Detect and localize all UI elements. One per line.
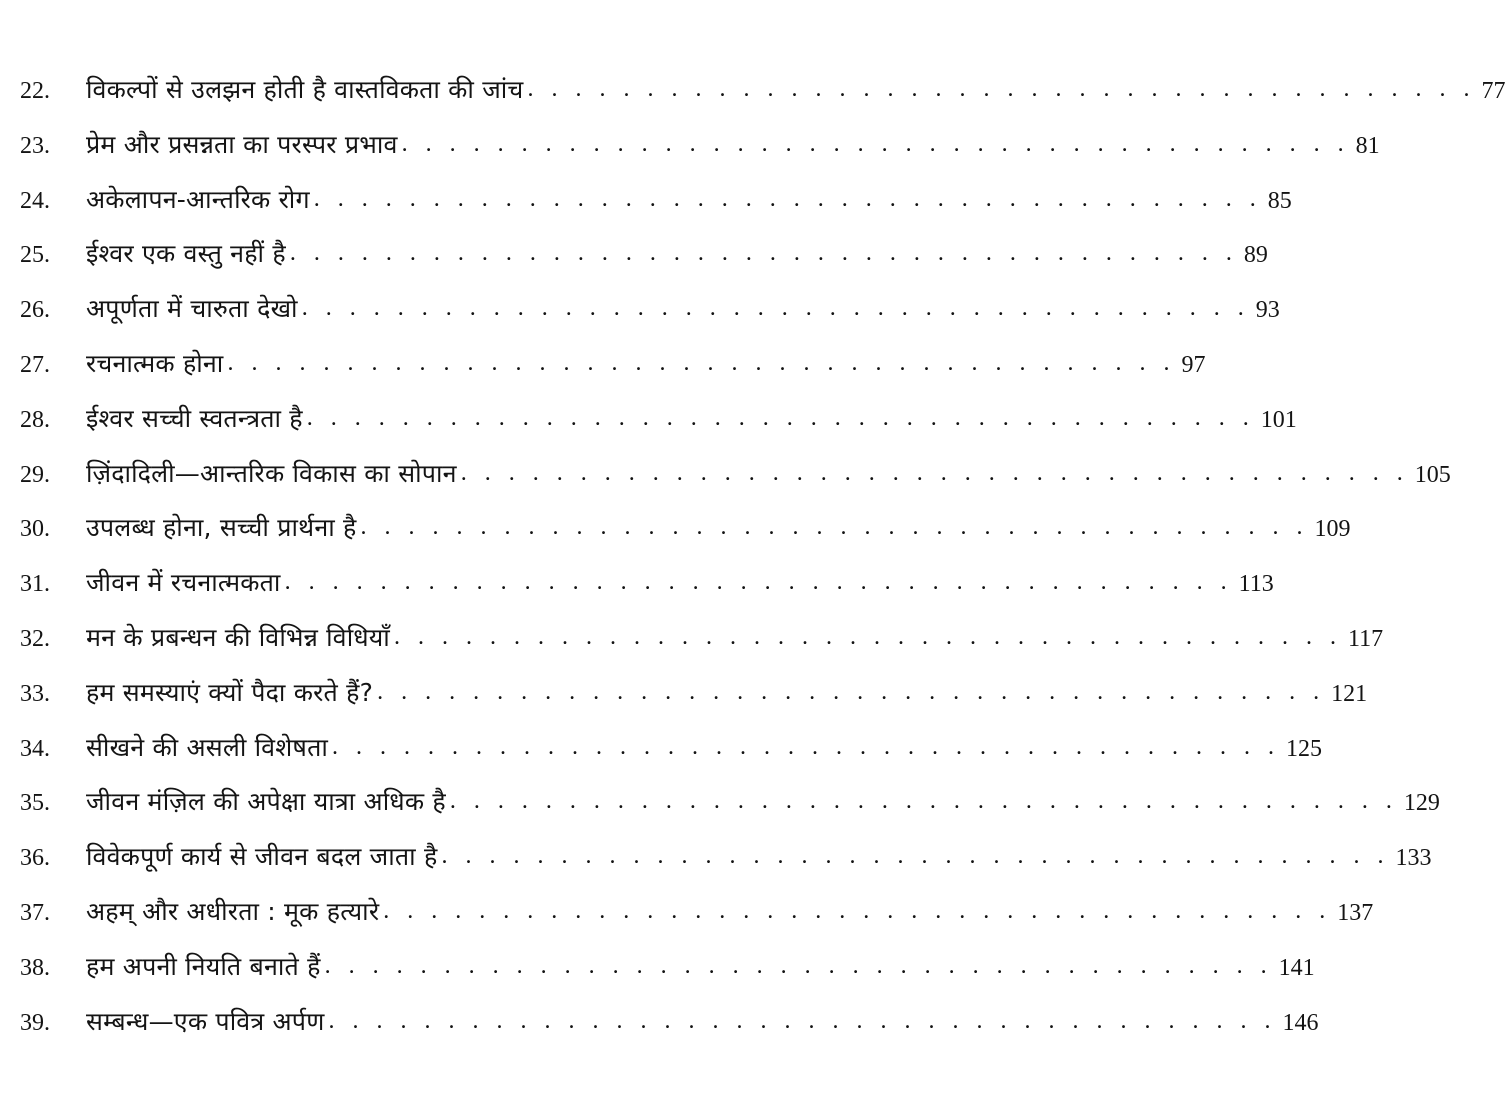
dot-leader: . . . . . . . . . . . . . . . . . . . . . . . . . . . . . . . . . . . . . . . . [332, 733, 1280, 760]
entry-number: 30. [20, 516, 50, 543]
entry-title: ईश्वर सच्ची स्वतन्त्रता है [86, 403, 303, 433]
entry-number: 35. [20, 790, 50, 817]
dot-leader: . . . . . . . . . . . . . . . . . . . . . . . . . . . . . . . . . . . . . . . . [441, 843, 1390, 870]
entry-number: 38. [20, 954, 50, 981]
entry-page-number: 129 [1403, 790, 1440, 817]
entry-page-number: 137 [1337, 899, 1374, 926]
toc-entry [20, 72, 1506, 127]
toc-entry [20, 1004, 1319, 1059]
entry-page-number: 89 [1243, 242, 1268, 269]
toc-entry [20, 620, 1384, 675]
entry-title: हम समस्याएं क्यों पैदा करते हैं? [86, 677, 374, 707]
entry-title: ज़िंदादिली—आन्तरिक विकास का सोपान [86, 458, 457, 488]
dot-leader: . . . . . . . . . . . . . . . . . . . . . . . . . . . . . . . . . . . . . . . . [449, 788, 1398, 815]
entry-page-number: 101 [1260, 406, 1297, 433]
entry-title: अहम् और अधीरता : मूक हत्यारे [86, 896, 380, 926]
entry-number: 29. [20, 461, 50, 488]
dot-leader: . . . . . . . . . . . . . . . . . . . . . . . . . . . . . . . . . . . . . . . . [227, 349, 1176, 376]
entry-number: 34. [20, 735, 50, 762]
toc-entry [20, 182, 1292, 237]
toc-entry [20, 401, 1297, 456]
toc-entry [20, 784, 1440, 839]
entry-number: 37. [20, 899, 50, 926]
entry-page-number: 117 [1348, 625, 1384, 652]
entry-title: जीवन मंज़िल की अपेक्षा यात्रा अधिक है [86, 787, 446, 817]
table-of-contents [20, 72, 1506, 1058]
toc-entry [20, 236, 1268, 291]
dot-leader: . . . . . . . . . . . . . . . . . . . . . . . . . . . . . . . . . . . . . . . . [313, 185, 1262, 212]
entry-number: 31. [20, 571, 50, 598]
entry-page-number: 133 [1395, 845, 1432, 872]
toc-entry [20, 894, 1374, 949]
entry-number: 36. [20, 845, 50, 872]
dot-leader: . . . . . . . . . . . . . . . . . . . . . . . . . . . . . . . . . . . . . . . . [394, 623, 1342, 650]
toc-entry [20, 675, 1368, 730]
entry-page-number: 81 [1355, 132, 1380, 159]
entry-page-number: 97 [1181, 351, 1206, 378]
dot-leader: . . . . . . . . . . . . . . . . . . . . . . . . . . . . . . . . . . . . . . . . [377, 678, 1326, 705]
entry-title: रचनात्मक होना [86, 348, 224, 378]
dot-leader: . . . . . . . . . . . . . . . . . . . . . . . . . . . . . . . . . . . . . . . . [306, 404, 1255, 431]
dot-leader: . . . . . . . . . . . . . . . . . . . . . . . . . . . . . . . . . . . . . . . . [328, 1007, 1277, 1034]
entry-title: जीवन में रचनात्मकता [86, 568, 281, 598]
entry-page-number: 93 [1255, 297, 1280, 324]
entry-page-number: 109 [1314, 516, 1351, 543]
entry-title: अकेलापन-आन्तरिक रोग [86, 184, 310, 214]
dot-leader: . . . . . . . . . . . . . . . . . . . . . . . . . . . . . . . . . . . . . . . . [401, 130, 1350, 157]
dot-leader: . . . . . . . . . . . . . . . . . . . . . . . . . . . . . . . . . . . . . . . . [383, 897, 1332, 924]
toc-entry [20, 565, 1274, 620]
entry-number: 28. [20, 406, 50, 433]
toc-entry [20, 839, 1432, 894]
entry-number: 39. [20, 1009, 50, 1036]
entry-title: प्रेम और प्रसन्नता का परस्पर प्रभाव [86, 129, 398, 159]
entry-page-number: 77 [1481, 78, 1506, 104]
entry-title: विकल्पों से उलझन होती है वास्तविकता की जांच [86, 75, 524, 104]
entry-number: 22. [20, 78, 50, 104]
entry-page-number: 105 [1414, 461, 1451, 488]
entry-page-number: 141 [1278, 954, 1315, 981]
entry-page-number: 113 [1238, 571, 1274, 598]
toc-entry [20, 291, 1280, 346]
entry-number: 32. [20, 625, 50, 652]
dot-leader: . . . . . . . . . . . . . . . . . . . . . . . . . . . . . . . . . . . . . . . . [289, 240, 1238, 267]
toc-entry [20, 510, 1351, 565]
entry-page-number: 85 [1267, 187, 1292, 214]
entry-page-number: 125 [1286, 735, 1322, 762]
entry-number: 33. [20, 680, 50, 707]
toc-entry [20, 346, 1206, 401]
toc-entry [20, 730, 1322, 785]
entry-page-number: 146 [1282, 1009, 1319, 1036]
dot-leader: . . . . . . . . . . . . . . . . . . . . . . . . . . . . . . . . . . . . . . . . [284, 569, 1233, 596]
dot-leader: . . . . . . . . . . . . . . . . . . . . . . . . . . . . . . . . . . . . . . . . [324, 952, 1273, 979]
entry-title: सम्बन्ध—एक पवित्र अर्पण [86, 1006, 325, 1036]
entry-title: सीखने की असली विशेषता [86, 732, 328, 762]
dot-leader: . . . . . . . . . . . . . . . . . . . . . . . . . . . . . . . . . . . . . . . . [301, 295, 1250, 322]
toc-entry [20, 127, 1380, 182]
entry-title: मन के प्रबन्धन की विभिन्न विधियाँ [86, 622, 390, 652]
toc-entry [20, 949, 1315, 1004]
entry-title: ईश्वर एक वस्तु नहीं है [86, 239, 286, 269]
entry-number: 27. [20, 351, 50, 378]
dot-leader: . . . . . . . . . . . . . . . . . . . . . . . . . . . . . . . . . . . . . . . . [527, 76, 1476, 102]
entry-title: अपूर्णता में चारुता देखो [86, 294, 298, 324]
dot-leader: . . . . . . . . . . . . . . . . . . . . . . . . . . . . . . . . . . . . . . . . [360, 514, 1309, 541]
entry-title: उपलब्ध होना, सच्ची प्रार्थना है [86, 513, 357, 543]
entry-number: 25. [20, 242, 50, 269]
toc-entry [20, 456, 1451, 511]
entry-number: 24. [20, 187, 50, 214]
dot-leader: . . . . . . . . . . . . . . . . . . . . . . . . . . . . . . . . . . . . . . . . [460, 459, 1409, 486]
entry-page-number: 121 [1331, 680, 1368, 707]
entry-number: 23. [20, 132, 50, 159]
entry-title: हम अपनी नियति बनाते हैं [86, 951, 321, 981]
entry-number: 26. [20, 297, 50, 324]
entry-title: विवेकपूर्ण कार्य से जीवन बदल जाता है [86, 842, 438, 872]
